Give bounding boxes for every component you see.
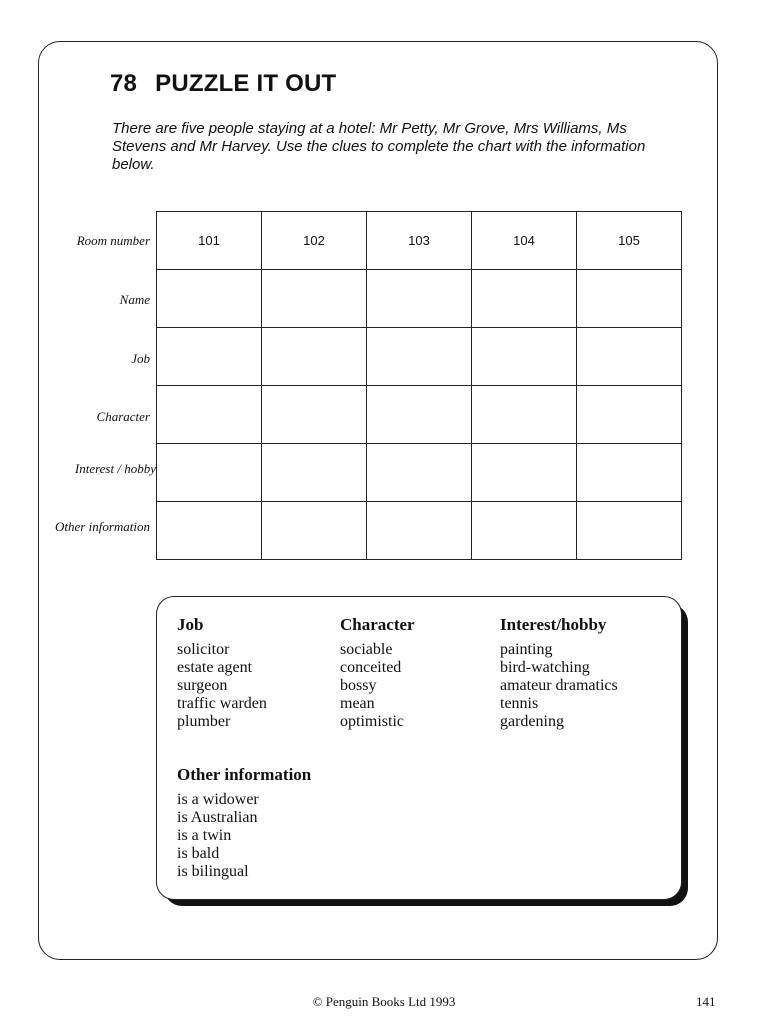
job-cell[interactable] (472, 328, 577, 386)
other-row (157, 502, 682, 560)
job-row (157, 328, 682, 386)
list-item: is a twin (177, 827, 232, 844)
list-item: sociable (340, 641, 393, 658)
info-box (156, 596, 682, 900)
puzzle-chart (156, 211, 682, 560)
row-label-room-number: Room number (76, 233, 150, 248)
interest-row (157, 444, 682, 502)
job-cell[interactable] (262, 328, 367, 386)
interest-cell[interactable] (472, 444, 577, 502)
page-title (110, 70, 336, 98)
character-heading: Character (340, 615, 415, 634)
name-cell[interactable] (472, 270, 577, 328)
list-item: mean (340, 695, 375, 712)
page-number: 141 (696, 994, 716, 1009)
exercise-title: PUZZLE IT OUT (155, 70, 337, 97)
other-cell[interactable] (157, 502, 262, 560)
list-item: traffic warden (177, 695, 267, 712)
list-item: bossy (340, 677, 377, 694)
room-cell: 105 (577, 212, 682, 270)
other-cell[interactable] (472, 502, 577, 560)
character-cell[interactable] (367, 386, 472, 444)
interest-list (500, 615, 618, 731)
row-label-interest: Interest / hobby (74, 461, 156, 476)
name-cell[interactable] (157, 270, 262, 328)
job-cell[interactable] (157, 328, 262, 386)
list-item: is bald (177, 845, 220, 862)
list-item: conceited (340, 659, 402, 676)
interest-cell[interactable] (157, 444, 262, 502)
character-cell[interactable] (577, 386, 682, 444)
other-info-list (177, 765, 311, 881)
job-cell[interactable] (367, 328, 472, 386)
room-cell: 101 (157, 212, 262, 270)
row-label-name: Name (119, 292, 150, 307)
list-item: bird-watching (500, 659, 590, 676)
list-item: painting (500, 641, 553, 658)
character-cell[interactable] (262, 386, 367, 444)
list-item: optimistic (340, 713, 404, 730)
character-row (157, 386, 682, 444)
list-item: solicitor (177, 641, 230, 658)
job-heading: Job (177, 615, 204, 634)
room-cell: 102 (262, 212, 367, 270)
job-cell[interactable] (577, 328, 682, 386)
room-cell: 104 (472, 212, 577, 270)
list-item: is bilingual (177, 863, 249, 880)
character-cell[interactable] (157, 386, 262, 444)
character-cell[interactable] (472, 386, 577, 444)
list-item: estate agent (177, 659, 253, 676)
character-list (340, 615, 415, 731)
interest-cell[interactable] (367, 444, 472, 502)
list-item: surgeon (177, 677, 228, 694)
job-list (177, 615, 267, 731)
interest-cell[interactable] (577, 444, 682, 502)
other-cell[interactable] (367, 502, 472, 560)
name-cell[interactable] (577, 270, 682, 328)
room-cell: 103 (367, 212, 472, 270)
list-item: is a widower (177, 791, 259, 808)
name-cell[interactable] (367, 270, 472, 328)
list-item: is Australian (177, 809, 258, 826)
list-item: amateur dramatics (500, 677, 618, 694)
list-item: plumber (177, 713, 231, 730)
row-label-job: Job (131, 351, 150, 366)
copyright: © Penguin Books Ltd 1993 (312, 994, 456, 1009)
row-label-other: Other information (55, 519, 150, 534)
other-cell[interactable] (262, 502, 367, 560)
row-label-character: Character (96, 409, 150, 424)
instructions: There are five people staying at a hotel: Mr Petty, Mr Grove, Mrs Williams, Ms Stevens and Mr Harvey. Use the clues to complete the chart with the information below. (112, 120, 646, 173)
interest-cell[interactable] (262, 444, 367, 502)
name-row (157, 270, 682, 328)
other-info-heading: Other information (177, 765, 312, 784)
other-cell[interactable] (577, 502, 682, 560)
exercise-number: 78 (110, 70, 138, 97)
interest-heading: Interest/hobby (500, 615, 607, 634)
list-item: tennis (500, 695, 539, 712)
list-item: gardening (500, 713, 564, 730)
name-cell[interactable] (262, 270, 367, 328)
room-number-row (157, 212, 682, 270)
